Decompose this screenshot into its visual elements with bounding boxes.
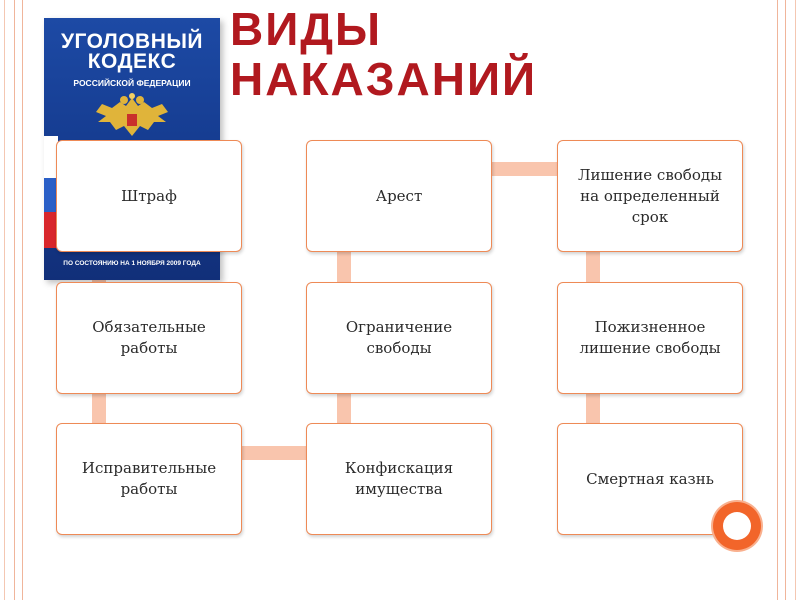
book-title-line2: КОДЕКС [87,50,177,73]
connector-3-4 [241,446,307,460]
punishment-box-restriction-of-liberty: Ограничение свободы [306,282,492,394]
slide-frame-right-line [795,0,796,600]
punishment-box-death-penalty: Смертная казнь [557,423,743,535]
slide-frame-left [14,0,23,600]
book-title-line1: УГОЛОВНЫЙ [60,30,204,53]
book-edition-note: ПО СОСТОЯНИЮ НА 1 НОЯБРЯ 2009 ГОДА [63,260,201,267]
page-title-line1: ВИДЫ [230,3,383,55]
connector-4-5 [337,392,351,426]
punishment-box-life-imprisonment: Пожизненное лишение свободы [557,282,743,394]
decorative-circle-center [723,512,751,540]
connector-7-8 [586,250,600,284]
slide-frame-right [777,0,786,600]
book-title [44,32,220,72]
punishment-box-confiscation: Конфискация имущества [306,423,492,535]
double-headed-eagle-icon [82,92,182,142]
punishment-box-fine: Штраф [56,140,242,252]
punishment-box-imprisonment-term: Лишение свободы на определенный срок [557,140,743,252]
book-subtitle: РОССИЙСКОЙ ФЕДЕРАЦИИ [73,78,191,88]
connector-8-9 [586,392,600,426]
page-title [230,4,650,104]
connector-5-6 [337,250,351,284]
connector-6-7 [491,162,559,176]
punishment-box-correctional-work: Исправительные работы [56,423,242,535]
slide-frame-left-line [4,0,5,600]
connector-2-3 [92,392,106,426]
page-title-line2: НАКАЗАНИЙ [230,53,538,105]
punishment-box-arrest: Арест [306,140,492,252]
punishment-box-mandatory-work: Обязательные работы [56,282,242,394]
